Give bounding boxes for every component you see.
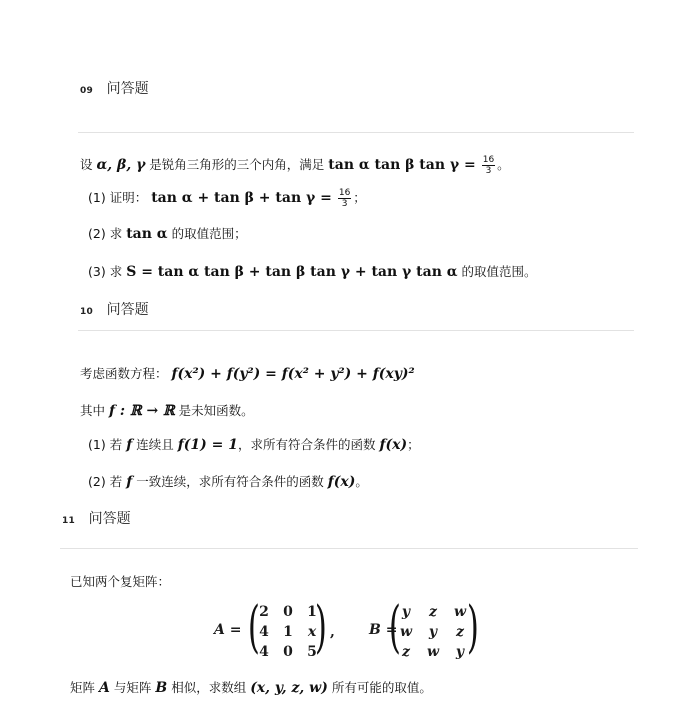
left-paren: (	[247, 595, 260, 660]
q10-part-1: (1) 若 f 连续且 f(1) = 1，求所有符合条件的函数 f(x)；	[88, 437, 420, 453]
matrix-cell: x	[307, 624, 317, 640]
right-paren: )	[314, 595, 327, 660]
math-expr: f : ℝ → ℝ	[109, 403, 175, 419]
question-type: 问答题	[106, 302, 149, 318]
left-paren: (	[388, 595, 401, 660]
question-number: 11	[62, 516, 76, 526]
part-label: (3)	[88, 264, 106, 279]
matrix-cell: 4	[259, 644, 269, 660]
q09-intro: 设 α, β, γ 是锐角三角形的三个内角，满足 tan α tan β tan γ = $\frac{16}{3}$ 。	[80, 155, 510, 176]
divider	[78, 132, 634, 133]
text: 设	[80, 157, 93, 172]
part-label: (2)	[88, 226, 106, 241]
question-number: 09	[80, 86, 94, 96]
math-vars: α, β, γ	[96, 157, 146, 173]
part-label: (1)	[88, 190, 106, 205]
q09-part-3: (3) 求 S = tan α tan β + tan β tan γ + tan γ tan α 的取值范围。	[88, 264, 537, 280]
question-type: 问答题	[106, 81, 149, 97]
fraction: $\frac{16}{3}$	[482, 155, 495, 176]
matrix-cell: z	[456, 624, 464, 640]
math-expr: tan α tan β tan γ =	[328, 157, 476, 173]
matrix-cell: 1	[283, 624, 293, 640]
q10-line-2: 其中 f : ℝ → ℝ 是未知函数。	[80, 403, 254, 419]
q11-intro: 已知两个复矩阵：	[70, 574, 171, 589]
math-expr: f(x²) + f(y²) = f(x² + y²) + f(xy)²	[171, 366, 415, 382]
q10-intro: 考虑函数方程： f(x²) + f(y²) = f(x² + y²) + f(xy)²	[80, 366, 415, 382]
matrix-cell: y	[455, 644, 465, 660]
matrix-cell: y	[401, 604, 411, 620]
q11-conclusion: 矩阵 A 与矩阵 B 相似，求数组 (x, y, z, w) 所有可能的取值。	[70, 680, 432, 696]
matrix-cell: 2	[259, 604, 269, 620]
text: 是锐角三角形的三个内角，满足	[149, 157, 325, 172]
math-expr: tan α + tan β + tan γ =	[151, 190, 332, 206]
matrix-cell: w	[453, 604, 467, 620]
matrix-cell: 0	[283, 644, 293, 660]
math-expr: tan α	[126, 226, 168, 242]
matrix-cell: z	[429, 604, 437, 620]
q09-part-1: (1) 证明： tan α + tan β + tan γ = $\frac{16}{3}$ ；	[88, 188, 366, 209]
q10-part-2: (2) 若 f 一致连续，求所有符合条件的函数 f(x)。	[88, 474, 368, 490]
matrix-b-label: B =	[369, 622, 398, 638]
fraction: $\frac{16}{3}$	[338, 188, 351, 209]
question-type: 问答题	[88, 511, 131, 527]
divider	[60, 548, 638, 549]
matrix-cell: 1	[307, 604, 317, 620]
matrix-a-label: A =	[214, 622, 242, 638]
divider	[78, 330, 634, 331]
matrix-cell: y	[428, 624, 438, 640]
question-09-header	[80, 78, 149, 98]
math-expr: S = tan α tan β + tan β tan γ + tan γ tan α	[126, 264, 458, 280]
matrix-cell: 0	[283, 604, 293, 620]
matrix-cell: 5	[307, 644, 317, 660]
question-number: 10	[80, 307, 94, 317]
matrix-cell: w	[426, 644, 440, 660]
matrix-cell: z	[402, 644, 410, 660]
right-paren: )	[466, 595, 479, 660]
part-label: (2)	[88, 474, 106, 489]
matrix-cell: w	[399, 624, 413, 640]
question-10-header	[80, 299, 149, 319]
question-11-header	[62, 508, 131, 528]
matrix-cell: 4	[259, 624, 269, 640]
q09-part-2: (2) 求 tan α 的取值范围；	[88, 226, 247, 242]
separator: ,	[330, 624, 335, 640]
part-label: (1)	[88, 437, 106, 452]
